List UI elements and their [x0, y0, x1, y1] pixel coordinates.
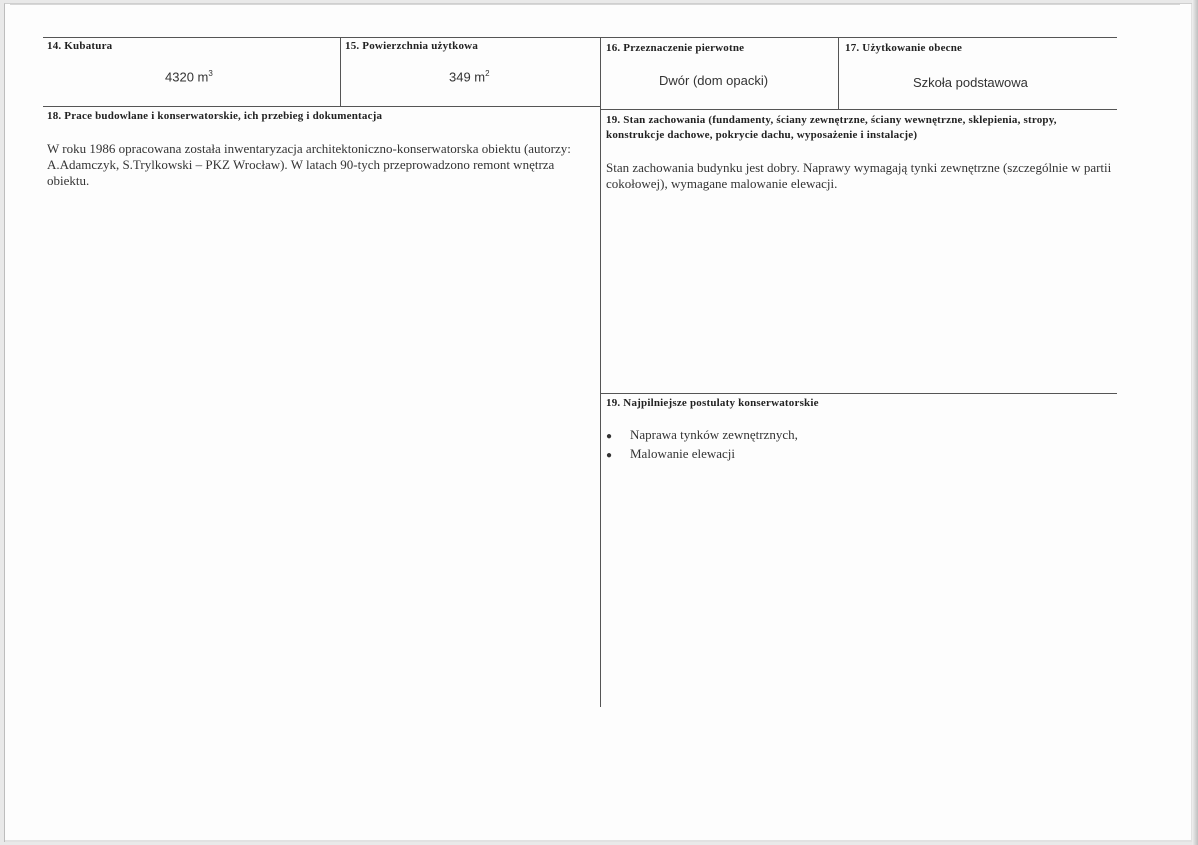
bullet-icon: ● [606, 450, 613, 461]
paper-edge [10, 4, 1180, 5]
column-divider-3 [838, 37, 839, 109]
stan-label: 19. Stan zachowania (fundamenty, ściany zewnętrzne, ściany wewnętrzne, sklepienia, stropy, konstrukcje dachowe, pokrycie dachu, wyposażenie i instalacje) [606, 114, 1057, 141]
postulaty-list [606, 426, 798, 464]
bullet-icon: ● [606, 431, 613, 442]
column-divider-1 [340, 37, 341, 106]
powierzchnia-value: 349 $m^2$ [449, 69, 490, 85]
section-divider-postulaty [600, 393, 1117, 394]
prace-text: W roku 1986 opracowana została inwentaryzacja architektoniczno-konserwatorska obiektu (autorzy: A.Adamczyk, S.Trylkowski – PKZ Wrocław). W latach 90-tych przeprowadzono remont wnętrza obiektu. [47, 141, 571, 188]
prace-label: 18. Prace budowlane i konserwatorskie, ich przebieg i dokumentacja [47, 110, 383, 122]
column-divider-main [600, 37, 601, 707]
uzytkowanie-label: 17. Użytkowanie obecne [845, 42, 963, 54]
stan-text: Stan zachowania budynku jest dobry. Naprawy wymagają tynki zewnętrzne (szczególnie w partii cokołowej), wymagane malowanie elewacji. [606, 160, 1112, 191]
paper-shadow [1192, 0, 1198, 845]
list-item: ● Malowanie elewacji [606, 445, 798, 464]
przeznaczenie-value: Dwór (dom opacki) [659, 73, 769, 88]
row-divider-right [600, 109, 1117, 110]
list-item: ● Naprawa tynków zewnętrznych, [606, 426, 798, 445]
kubatura-value: 4320 $m^3$ [165, 69, 213, 85]
table-top-border [43, 37, 1117, 38]
przeznaczenie-label: 16. Przeznaczenie pierwotne [606, 42, 745, 54]
kubatura-label: 14. Kubatura [47, 40, 113, 52]
powierzchnia-label: 15. Powierzchnia użytkowa [345, 40, 479, 52]
postulaty-label: 19. Najpilniejsze postulaty konserwatorskie [606, 397, 819, 409]
uzytkowanie-value: Szkoła podstawowa [913, 75, 1028, 90]
row-divider-left [43, 106, 600, 107]
